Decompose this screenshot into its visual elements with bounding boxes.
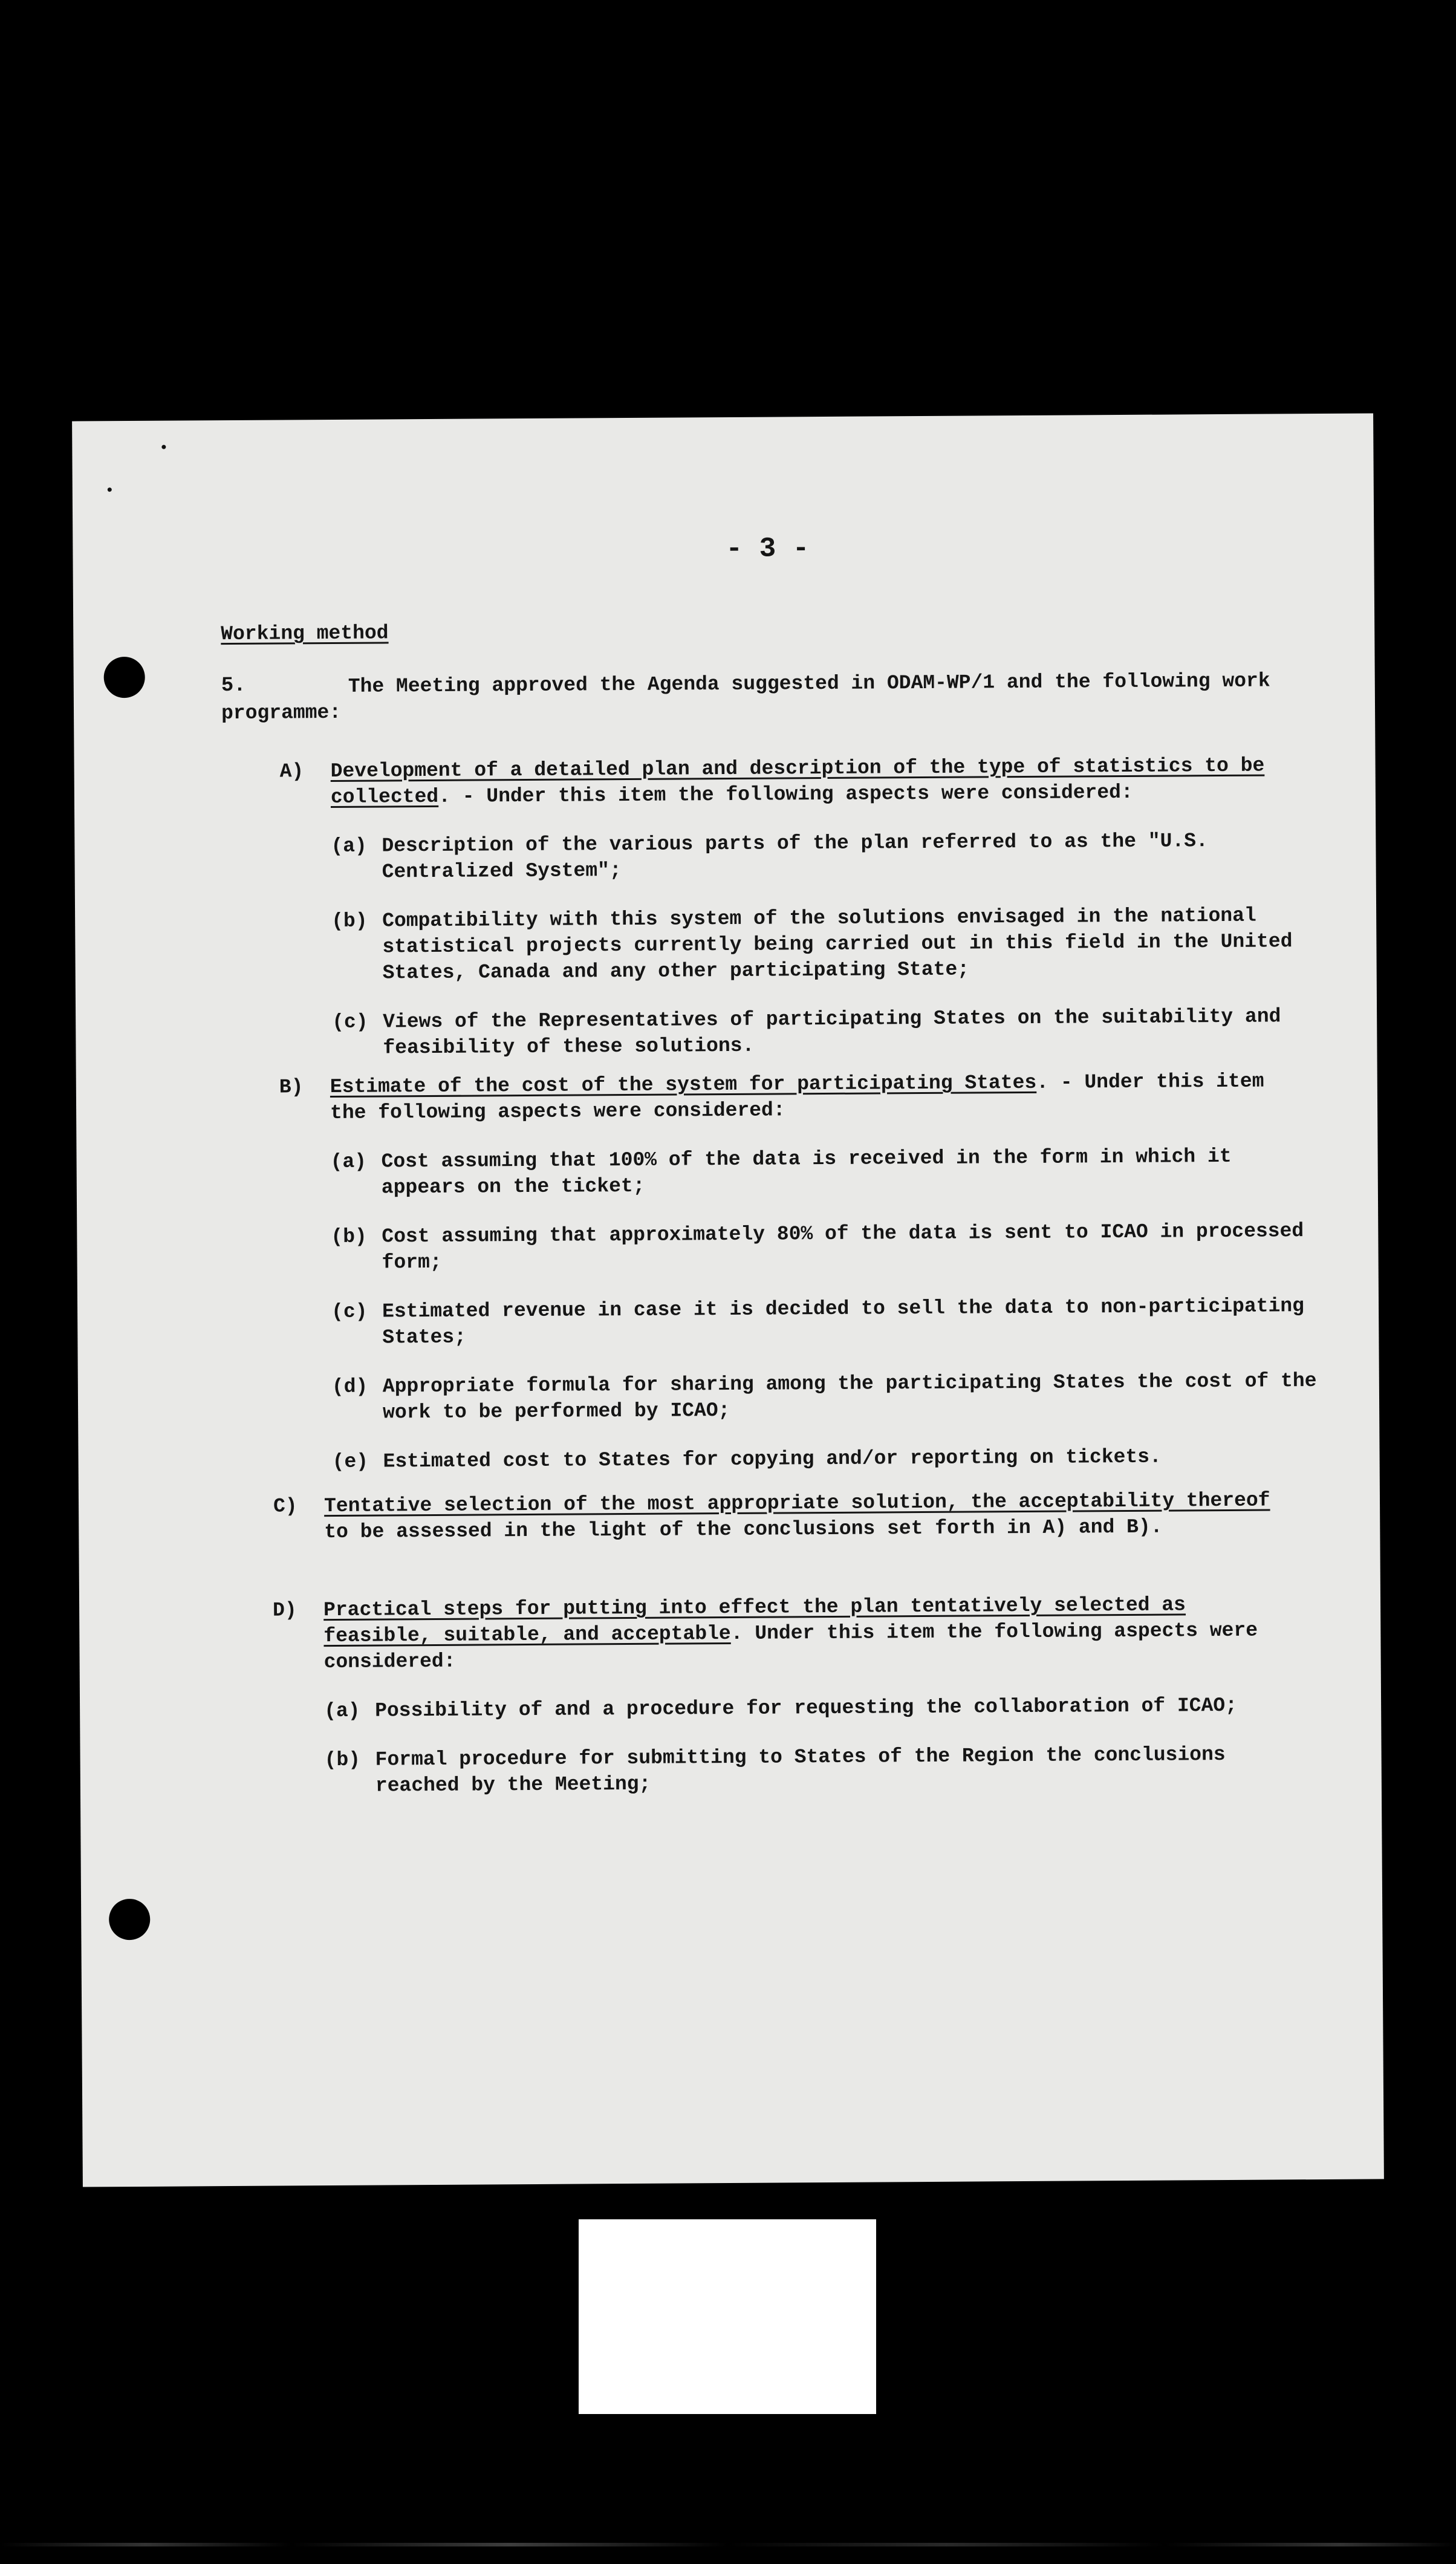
section-title: Tentative selection of the most appropriate solution, the acceptability thereof: [323, 1489, 1270, 1518]
document-page: [72, 413, 1384, 2187]
list-item: [331, 1293, 1359, 1351]
list-item: [332, 1368, 1360, 1426]
list-item: [324, 1692, 1352, 1724]
item-letter: (c): [331, 1300, 368, 1324]
item-text: Estimated cost to States for copying and/or reporting on tickets.: [383, 1445, 1162, 1473]
item-letter: (d): [331, 1375, 368, 1399]
paragraph-number: 5.: [221, 674, 246, 698]
section-intro: . - Under this item the following aspects were considered:: [330, 1070, 1264, 1125]
section-intro: . Under this item the following aspects were considered:: [323, 1619, 1258, 1674]
section-title: Development of a detailed plan and description of the type of statistics to be collected: [330, 754, 1265, 809]
list-item: [331, 902, 1360, 986]
list-item: [332, 1443, 1360, 1475]
film-edge-strip: [0, 2543, 1456, 2546]
item-text: Formal procedure for submitting to States of the Region the conclusions reached by the Meeting;: [375, 1743, 1226, 1797]
scan-speck: [108, 487, 112, 492]
item-text: Possibility of and a procedure for requesting the collaboration of ICAO;: [375, 1694, 1238, 1722]
section-letter: A): [279, 760, 304, 783]
item-text: Cost assuming that approximately 80% of the data is sent to ICAO in processed form;: [382, 1220, 1304, 1274]
item-letter: (b): [331, 1225, 367, 1249]
item-letter: (a): [324, 1699, 360, 1723]
item-text: Appropriate formula for sharing among the participating States the cost of the work to be performed by ICAO;: [382, 1370, 1317, 1424]
section-text: [324, 1487, 1285, 1545]
section-b: [279, 1068, 1370, 1476]
item-letter: (b): [331, 909, 368, 932]
item-letter: (c): [332, 1010, 368, 1033]
section-heading: Working method: [221, 622, 389, 646]
punch-hole-top: [103, 657, 145, 698]
punch-hole-bottom: [109, 1899, 150, 1940]
section-letter: C): [273, 1495, 297, 1518]
paragraph-text: The Meeting approved the Agenda suggested in ODAM-WP/1 and the following work programme:: [221, 669, 1270, 725]
section-a: [280, 752, 1370, 1062]
item-text: Description of the various parts of the plan referred to as the "U.S. Centralized System";: [382, 830, 1208, 883]
page-number: - 3 -: [726, 533, 810, 565]
section-d: [273, 1591, 1362, 1800]
section-c: [273, 1487, 1362, 1546]
item-letter: (a): [330, 1150, 367, 1174]
section-text: [331, 752, 1292, 810]
blank-label-box: [579, 2219, 876, 2414]
item-letter: (b): [324, 1748, 361, 1772]
list-item: [325, 1741, 1353, 1799]
section-intro: to be assessed in the light of the conclusions set forth in A) and B).: [324, 1515, 1163, 1544]
list-item: [332, 1003, 1360, 1061]
section-title: Practical steps for putting into effect the plan tentatively selected as feasible, suitable, and acceptable: [323, 1593, 1186, 1648]
list-item: [331, 1218, 1359, 1276]
scan-speck: [161, 445, 166, 449]
section-letter: B): [279, 1076, 304, 1099]
item-text: Compatibility with this system of the solutions envisaged in the national statistical projects currently being carried out in this field in the United States, Canada and any other participating State;: [382, 904, 1293, 984]
list-item: [330, 1143, 1358, 1201]
section-text: [330, 1068, 1292, 1126]
item-letter: (e): [332, 1450, 369, 1474]
item-letter: (a): [331, 835, 367, 857]
section-intro: . - Under this item the following aspects were considered:: [438, 781, 1133, 808]
section-text: [323, 1591, 1285, 1675]
item-text: Estimated revenue in case it is decided to sell the data to non-participating States;: [382, 1295, 1305, 1349]
list-item: [331, 827, 1359, 885]
item-text: Views of the Representatives of participating States on the suitability and feasibility of these solutions.: [383, 1005, 1281, 1059]
item-text: Cost assuming that 100% of the data is received in the form in which it appears on the ticket;: [381, 1145, 1232, 1199]
section-title: Estimate of the cost of the system for participating States: [330, 1071, 1037, 1099]
section-letter: D): [273, 1599, 297, 1622]
